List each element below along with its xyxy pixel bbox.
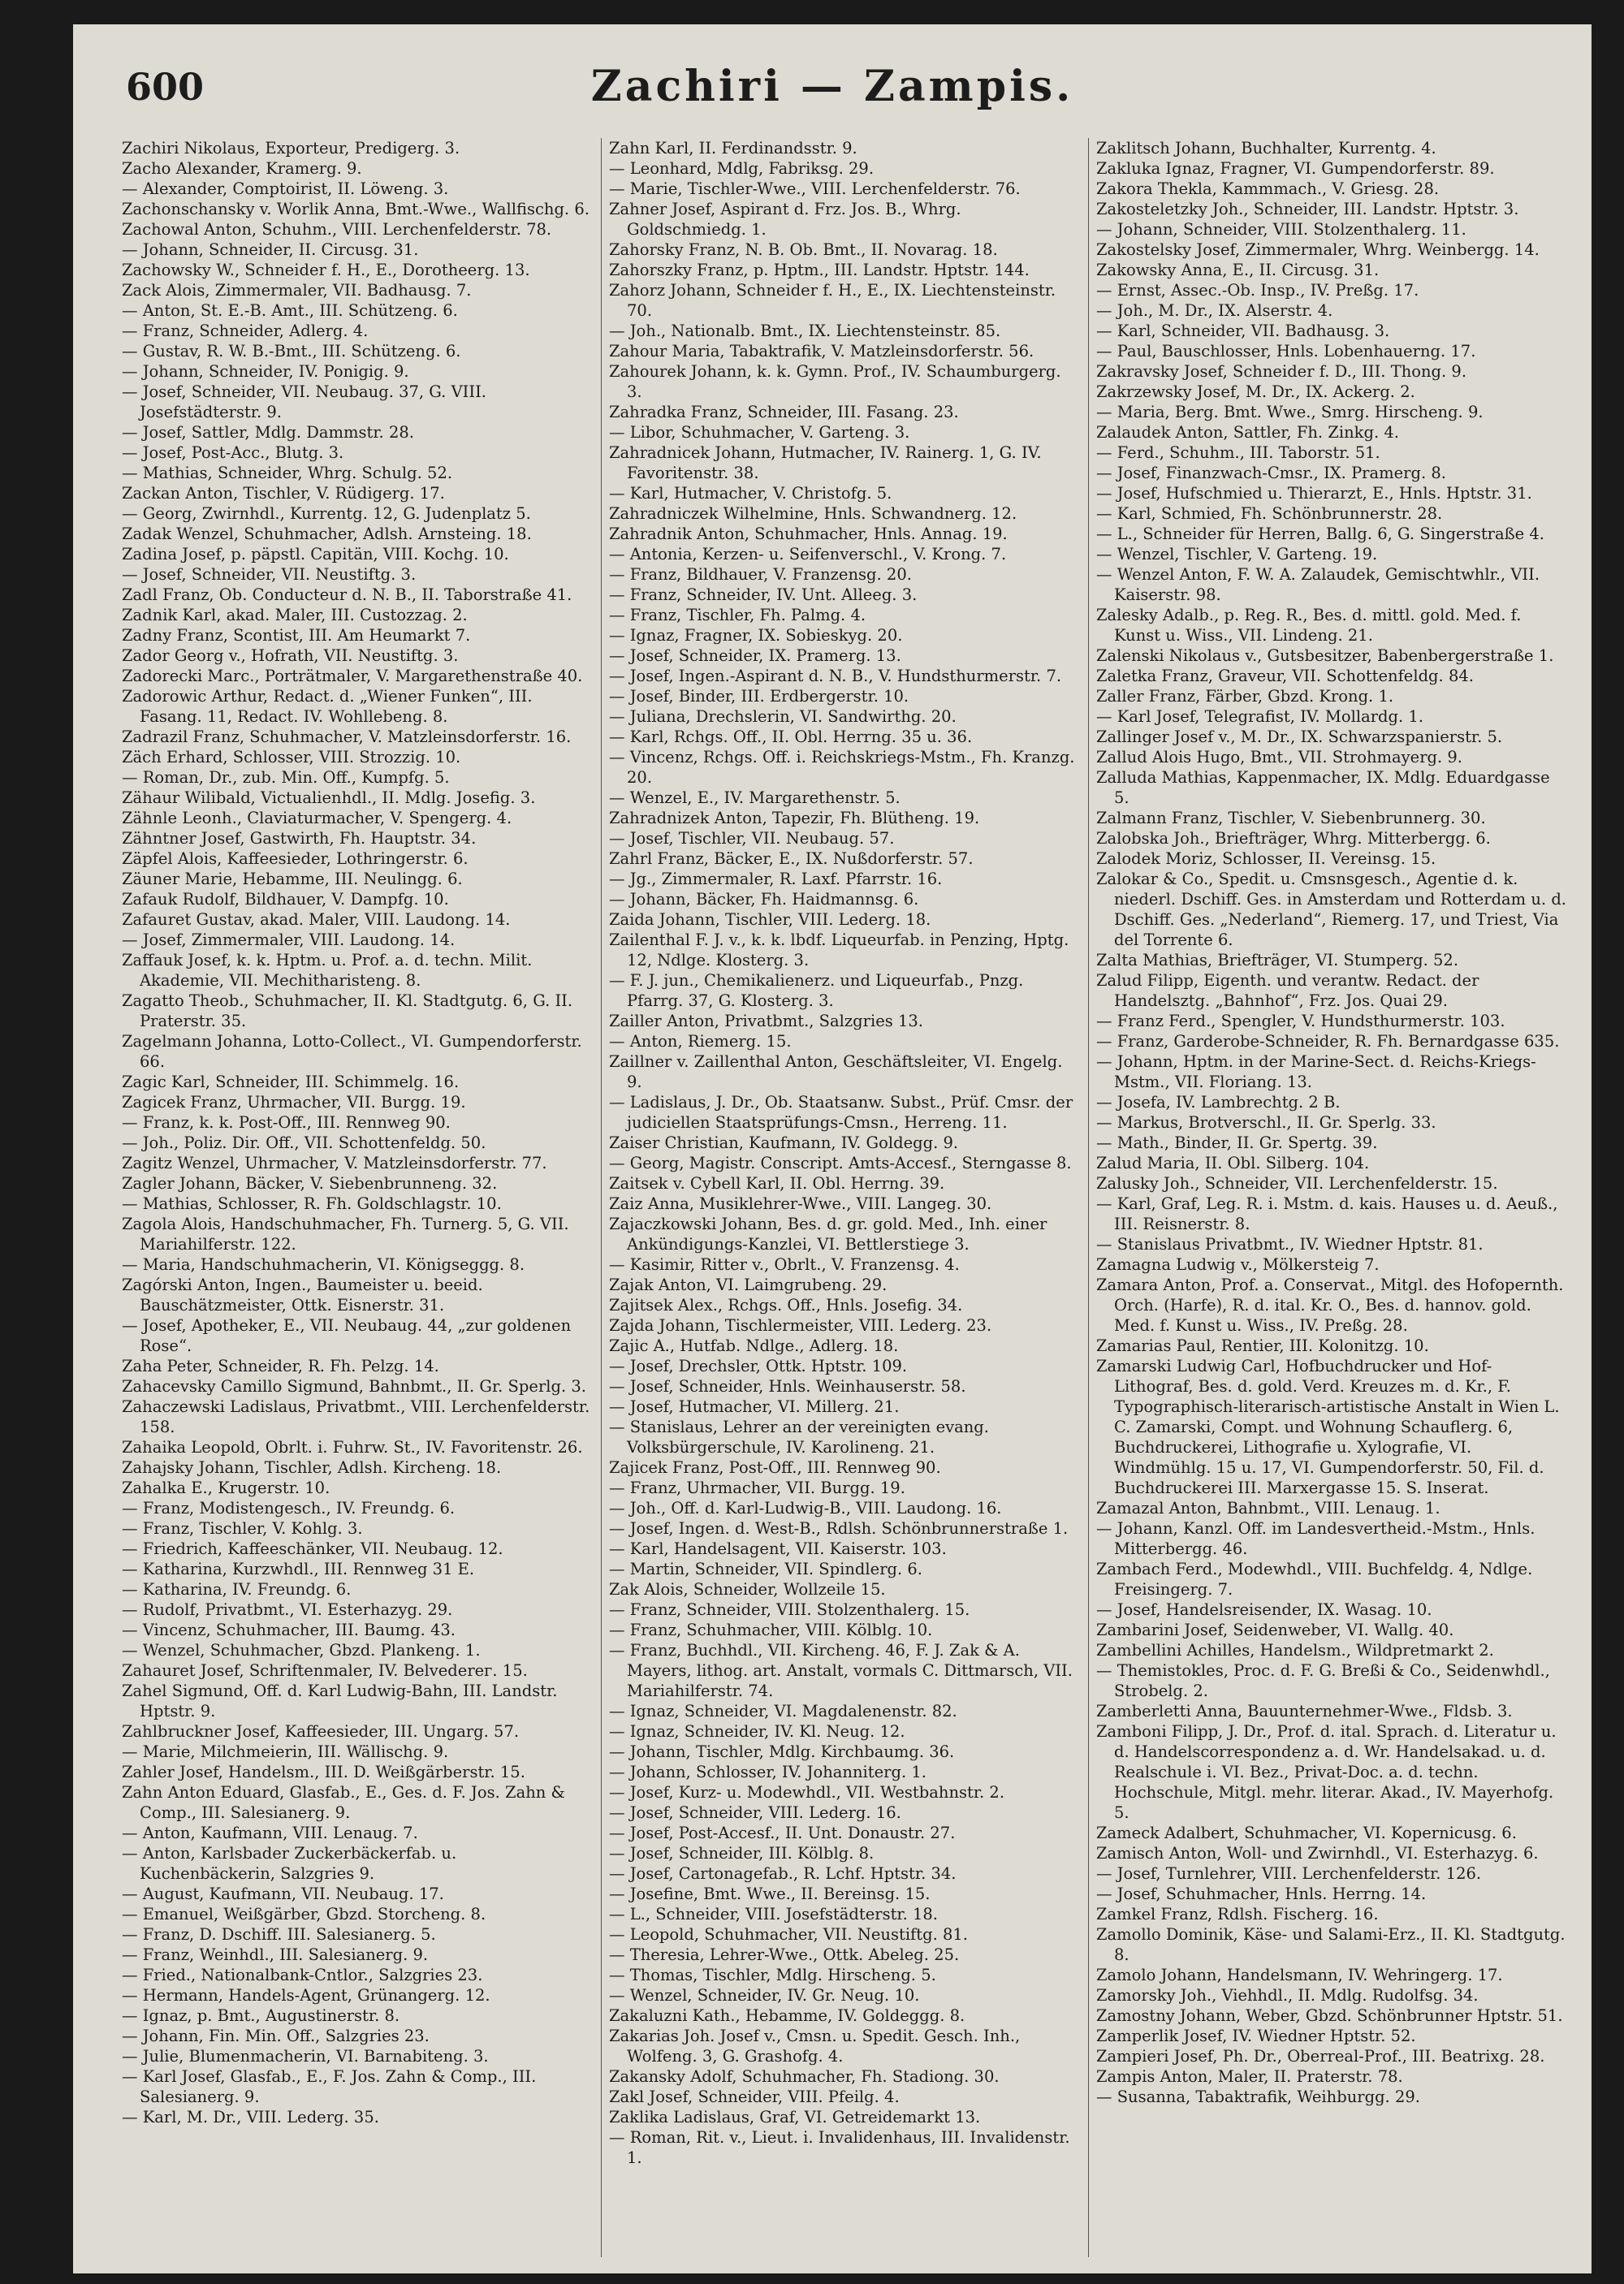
directory-entry: Zadnik Karl, akad. Maler, III. Custozzag. 2. [122, 606, 468, 624]
directory-entry: Zaklitsch Johann, Buchhalter, Kurrentg. 4. [1096, 139, 1436, 158]
directory-entry: Zahaika Leopold, Obrlt. i. Fuhrw. St., IV. Favoritenstr. 26. [122, 1438, 583, 1457]
directory-entry: Zakrzewsky Josef, M. Dr., IX. Ackerg. 2. [1096, 382, 1415, 401]
directory-entry: — Marie, Milchmeierin, III. Wällischg. 9. [122, 1742, 449, 1761]
directory-entry: Zahour Maria, Tabaktrafik, V. Matzleinsdorferstr. 56. [609, 342, 1034, 361]
directory-columns [122, 138, 1567, 2257]
directory-entry: Zahel Sigmund, Off. d. Karl Ludwig-Bahn, III. Landstr. Hptstr. 9. [122, 1682, 558, 1721]
directory-entry: — Josef, Finanzwach-Cmsr., IX. Pramerg. 8. [1096, 464, 1446, 482]
directory-entry: Zalesky Adalb., p. Reg. R., Bes. d. mittl. gold. Med. f. Kunst u. Wiss., VII. Lindeng. 21. [1096, 606, 1522, 645]
directory-entry: Zailler Anton, Privatbmt., Salzgries 13. [609, 1012, 923, 1030]
directory-entry: Zaiser Christian, Kaufmann, IV. Goldegg. 9. [609, 1133, 959, 1152]
directory-entry: — Stanislaus Privatbmt., IV. Wiedner Hptstr. 81. [1096, 1235, 1484, 1254]
directory-entry: Zalaudek Anton, Sattler, Fh. Zinkg. 4. [1096, 423, 1399, 442]
directory-entry: — Franz, Schneider, IV. Unt. Alleeg. 3. [609, 585, 918, 604]
directory-entry: Zagola Alois, Handschuhmacher, Fh. Turnerg. 5, G. VII. Mariahilferstr. 122. [122, 1215, 569, 1254]
directory-entry: — Alexander, Comptoirist, II. Löweng. 3. [122, 179, 449, 198]
directory-entry: Zafauret Gustav, akad. Maler, VIII. Laudong. 14. [122, 910, 511, 929]
directory-entry: Zampieri Josef, Ph. Dr., Oberreal-Prof., III. Beatrixg. 28. [1096, 2047, 1545, 2066]
directory-entry: — L., Schneider, VIII. Josefstädterstr. 18. [609, 1905, 939, 1923]
directory-entry: Zalud Maria, II. Obl. Silberg. 104. [1096, 1154, 1370, 1172]
directory-entry: — Franz, k. k. Post-Off., III. Rennweg 90. [122, 1113, 451, 1132]
directory-entry: — Georg, Magistr. Conscript. Amts-Accesf., Sterngasse 8. [609, 1154, 1072, 1172]
directory-entry: Zakosteletzky Joh., Schneider, III. Landstr. Hptstr. 3. [1096, 200, 1519, 218]
directory-entry: Zagic Karl, Schneider, III. Schimmelg. 16. [122, 1073, 460, 1091]
directory-entry: Zajak Anton, VI. Laimgrubeng. 29. [609, 1276, 888, 1294]
directory-entry: — Franz, Modistengesch., IV. Freundg. 6. [122, 1499, 456, 1518]
directory-entry: Zaiz Anna, Musiklehrer-Wwe., VIII. Langeg. 30. [609, 1194, 992, 1213]
directory-entry: — Johann, Hptm. in der Marine-Sect. d. Reichs-Kriegs-Mstm., VII. Floriang. 13. [1096, 1052, 1536, 1091]
directory-entry: — Josef, Schuhmacher, Hnls. Herrng. 14. [1096, 1885, 1427, 1903]
directory-entry: — Joh., Nationalb. Bmt., IX. Liechtensteinstr. 85. [609, 322, 1001, 340]
directory-entry: Zamberletti Anna, Bauunternehmer-Wwe., Fldsb. 3. [1096, 1702, 1513, 1721]
column-divider [1088, 138, 1089, 2257]
directory-entry: — Maria, Berg. Bmt. Wwe., Smrg. Hirscheng. 9. [1096, 403, 1484, 421]
directory-entry: — Hermann, Handels-Agent, Grünangerg. 12. [122, 1986, 490, 2005]
running-title: Zachiri — Zampis. [590, 62, 1074, 111]
directory-entry: — Josef, Turnlehrer, VIII. Lerchenfelderstr. 126. [1096, 1864, 1482, 1883]
directory-entry: — Anton, St. E.-B. Amt., III. Schützeng. 6. [122, 301, 458, 320]
directory-entry: — Franz, Garderobe-Schneider, R. Fh. Bernardgasse 635. [1096, 1032, 1560, 1051]
directory-entry: Zäuner Marie, Hebamme, III. Neulingg. 6. [122, 870, 463, 888]
directory-entry: Zambach Ferd., Modewhdl., VIII. Buchfeldg. 4, Ndlge. Freisingerg. 7. [1096, 1560, 1533, 1599]
directory-entry: Zaha Peter, Schneider, R. Fh. Pelzg. 14. [122, 1357, 439, 1375]
directory-entry: — Ferd., Schuhm., III. Taborstr. 51. [1096, 443, 1380, 462]
directory-entry: — Josefa, IV. Lambrechtg. 2 B. [1096, 1093, 1341, 1112]
directory-entry: — Roman, Rit. v., Lieut. i. Invalidenhaus, III. Invalidenstr. 1. [609, 2128, 1070, 2167]
directory-entry: Zahradnik Anton, Schuhmacher, Hnls. Annag. 19. [609, 525, 1008, 543]
directory-entry: — Josef, Sattler, Mdlg. Dammstr. 28. [122, 423, 414, 442]
directory-entry: — Franz, Tischler, Fh. Palmg. 4. [609, 606, 866, 624]
directory-entry: — Anton, Riemerg. 15. [609, 1032, 792, 1051]
directory-entry: Zadorecki Marc., Porträtmaler, V. Margarethenstraße 40. [122, 667, 583, 685]
directory-entry: — Karl Josef, Glasfab., E., F. Jos. Zahn & Comp., III. Salesianerg. 9. [122, 2067, 537, 2106]
directory-entry: Zamostny Johann, Weber, Gbzd. Schönbrunner Hptstr. 51. [1096, 2006, 1563, 2025]
directory-entry: Zahlbruckner Josef, Kaffeesieder, III. Ungarg. 57. [122, 1722, 520, 1741]
directory-entry: — Juliana, Drechslerin, VI. Sandwirthg. 20. [609, 707, 957, 726]
column-middle [609, 138, 1080, 2257]
directory-entry: — Josef, Hufschmied u. Thierarzt, E., Hnls. Hptstr. 31. [1096, 484, 1532, 503]
directory-entry: Zambarini Josef, Seidenweber, VI. Wallg. 40. [1096, 1621, 1454, 1639]
directory-entry: Zakl Josef, Schneider, VIII. Pfeilg. 4. [609, 2088, 900, 2106]
directory-entry: — Franz, Schuhmacher, VIII. Kölblg. 10. [609, 1621, 933, 1639]
directory-entry: — Ernst, Assec.-Ob. Insp., IV. Preßg. 17. [1096, 281, 1419, 300]
directory-entry: — L., Schneider für Herren, Ballg. 6, G. Singerstraße 4. [1096, 525, 1544, 543]
directory-entry: — August, Kaufmann, VII. Neubaug. 17. [122, 1885, 444, 1903]
directory-entry: Zahorsky Franz, N. B. Ob. Bmt., II. Novarag. 18. [609, 240, 998, 259]
directory-entry: Zamara Anton, Prof. a. Conservat., Mitgl. des Hofopernth. Orch. (Harfe), R. d. ital. Kr. O., Bes. d. hannov. gold. Med. f. Kunst u. Wiss., IV. Preßg. 28. [1096, 1276, 1564, 1335]
directory-entry: Zähaur Wilibald, Victualienhdl., II. Mdlg. Josefig. 3. [122, 788, 536, 807]
directory-entry: Zahradka Franz, Schneider, III. Fasang. 23. [609, 403, 959, 421]
directory-entry: — Josef, Post-Accesf., II. Unt. Donaustr. 27. [609, 1824, 956, 1842]
directory-entry: — Wenzel Anton, F. W. A. Zalaudek, Gemischtwhlr., VII. Kaiserstr. 98. [1096, 565, 1540, 604]
directory-entry: Zalud Filipp, Eigenth. und verantw. Redact. der Handelsztg. „Bahnhof“, Frz. Jos. Quai 29. [1096, 971, 1479, 1010]
directory-entry: — Josef, Handelsreisender, IX. Wasag. 10. [1096, 1600, 1432, 1619]
directory-entry: Zäch Erhard, Schlosser, VIII. Strozzig. 10. [122, 748, 461, 766]
column-divider [601, 138, 602, 2257]
directory-entry: Zahacevsky Camillo Sigmund, Bahnbmt., II. Gr. Sperlg. 3. [122, 1377, 586, 1396]
directory-entry: Zamboni Filipp, J. Dr., Prof. d. ital. Sprach. d. Literatur u. d. Handelscorrespondenz a. d. Wr. Handelsakad. u. d. Realschule i. VI. Bez., Privat-Doc. a. d. techn. Hochschule, Mitgl. mehr. literar. Akad., IV. Mayerhofg. 5. [1096, 1722, 1557, 1822]
directory-entry: — Katharina, Kurzwhdl., III. Rennweg 31 E. [122, 1560, 475, 1578]
directory-entry: Zadina Josef, p. päpstl. Capitän, VIII. Kochg. 10. [122, 545, 509, 563]
directory-entry: — Karl, Graf, Leg. R. i. Mstm. d. kais. Hauses u. d. Aeuß., III. Reisnerstr. 8. [1096, 1194, 1558, 1233]
directory-entry: Zahner Josef, Aspirant d. Frz. Jos. B., Whrg. Goldschmiedg. 1. [609, 200, 961, 239]
directory-entry: Zadak Wenzel, Schuhmacher, Adlsh. Arnsteing. 18. [122, 525, 532, 543]
directory-entry: Zajaczkowski Johann, Bes. d. gr. gold. Med., Inh. einer Ankündigungs-Kanzlei, VI. Bettlerstiege 3. [609, 1215, 1047, 1254]
directory-entry: Zak Alois, Schneider, Wollzeile 15. [609, 1580, 886, 1599]
directory-entry: — Karl Josef, Telegrafist, IV. Mollardg. 1. [1096, 707, 1424, 726]
directory-entry: — Josef, Tischler, VII. Neubaug. 57. [609, 829, 895, 848]
directory-entry: — Rudolf, Privatbmt., VI. Esterhazyg. 29. [122, 1600, 453, 1619]
directory-entry: — Karl, Handelsagent, VII. Kaiserstr. 103. [609, 1539, 947, 1558]
directory-entry: — Ignaz, Schneider, VI. Magdalenenstr. 82. [609, 1702, 957, 1721]
directory-entry: — Wenzel, E., IV. Margarethenstr. 5. [609, 788, 901, 807]
directory-entry: — Johann, Kanzl. Off. im Landesvertheid.-Mstm., Hnls. Mitterbergg. 46. [1096, 1519, 1535, 1558]
directory-page [73, 24, 1592, 2273]
directory-entry: — Fried., Nationalbank-Cntlor., Salzgries 23. [122, 1966, 483, 1984]
directory-entry: Zagler Johann, Bäcker, V. Siebenbrunneng. 32. [122, 1174, 498, 1193]
directory-entry: — Franz, Uhrmacher, VII. Burgg. 19. [609, 1479, 905, 1497]
directory-entry: Zalluda Mathias, Kappenmacher, IX. Mdlg. Eduardgasse 5. [1096, 768, 1550, 807]
directory-entry: Zahajsky Johann, Tischler, Adlsh. Kircheng. 18. [122, 1458, 502, 1477]
directory-entry: Zahauret Josef, Schriftenmaler, IV. Belvederег. 15. [122, 1661, 528, 1680]
directory-entry: — Josef, Schneider, VIII. Lederg. 16. [609, 1803, 901, 1822]
directory-entry: Zamarias Paul, Rentier, III. Kolonitzg. 10. [1096, 1336, 1429, 1355]
directory-entry: Zadl Franz, Ob. Conducteur d. N. B., II. Taborstraße 41. [122, 585, 572, 604]
directory-entry: Zahler Josef, Handelsm., III. D. Weißgärberstr. 15. [122, 1763, 525, 1781]
directory-entry: — Josef, Schneider, IX. Pramerg. 13. [609, 646, 901, 665]
directory-entry: Zakowsky Anna, E., II. Circusg. 31. [1096, 261, 1380, 279]
directory-entry: — Wenzel, Schneider, IV. Gr. Neug. 10. [609, 1986, 920, 2005]
directory-entry: — Karl, M. Dr., VIII. Lederg. 35. [122, 2108, 379, 2126]
directory-entry: Zampis Anton, Maler, II. Praterstr. 78. [1096, 2067, 1403, 2086]
directory-entry: Zakaluzni Kath., Hebamme, IV. Goldeggg. 8. [609, 2006, 965, 2025]
column-left [122, 138, 593, 2257]
directory-entry: — Josef, Hutmacher, VI. Millerg. 21. [609, 1397, 900, 1416]
directory-entry: — Josef, Schneider, Hnls. Weinhauserstr. 58. [609, 1377, 966, 1396]
directory-entry: — Josefine, Bmt. Wwe., II. Bereinsg. 15. [609, 1885, 931, 1903]
directory-entry: — Johann, Bäcker, Fh. Haidmannsg. 6. [609, 890, 919, 909]
directory-entry: Zamperlik Josef, IV. Wiedner Hptstr. 52. [1096, 2027, 1416, 2045]
directory-entry: — Ignaz, p. Bmt., Augustinerstr. 8. [122, 2006, 400, 2025]
directory-entry: — Josef, Drechsler, Ottk. Hptstr. 109. [609, 1357, 908, 1375]
directory-entry: Zagicek Franz, Uhrmacher, VII. Burgg. 19. [122, 1093, 466, 1112]
directory-entry: Zakansky Adolf, Schuhmacher, Fh. Stadiong. 30. [609, 2067, 1000, 2086]
directory-entry: Zagitz Wenzel, Uhrmacher, V. Matzleinsdorferstr. 77. [122, 1154, 547, 1172]
directory-entry: — Katharina, IV. Freundg. 6. [122, 1580, 352, 1599]
directory-entry: Zahn Anton Eduard, Glasfab., E., Ges. d. F. Jos. Zahn & Comp., III. Salesianerg. 9. [122, 1783, 565, 1822]
directory-entry: Zaffauk Josef, k. k. Hptm. u. Prof. a. d. techn. Milit. Akademie, VII. Mechitharisteng. 8. [122, 951, 533, 990]
directory-entry: Zafauk Rudolf, Bildhauer, V. Dampfg. 10. [122, 890, 449, 909]
directory-entry: Zalokar & Co., Spedit. u. Cmsnsgesch., Agentie d. k. niederl. Dschiff. Ges. in Amsterdam und Rotterdam u. d. Dschiff. Ges. „Nederland“, Riemerg. 17, und Triest, Via del Torrente 6. [1096, 870, 1567, 949]
page-number: 600 [126, 65, 205, 109]
directory-entry: — Josef, Post-Acc., Blutg. 3. [122, 443, 344, 462]
directory-entry: — Georg, Zwirnhdl., Kurrentg. 12, G. Judenplatz 5. [122, 504, 531, 523]
directory-entry: — Franz, Buchhdl., VII. Kircheng. 46, F. J. Zak & A. Mayers, lithog. art. Anstalt, vormals C. Dittmarsch, VII. Mariahilferstr. 74. [609, 1641, 1073, 1700]
directory-entry: Zamollo Dominik, Käse- und Salami-Erz., II. Kl. Stadtgutg. 8. [1096, 1925, 1566, 1964]
directory-entry: — Susanna, Tabaktrafik, Weihburgg. 29. [1096, 2088, 1420, 2106]
directory-entry: — Themistokles, Proc. d. F. G. Breßi & Co., Seidenwhdl., Strobelg. 2. [1096, 1661, 1550, 1700]
directory-entry: — Josef, Zimmermaler, VIII. Laudong. 14. [122, 930, 456, 949]
directory-entry: Zahalka E., Krugerstr. 10. [122, 1479, 330, 1497]
directory-entry: — Maria, Handschuhmacherin, VI. Königseggg. 8. [122, 1255, 525, 1274]
directory-entry: — Franz, Weinhdl., III. Salesianerg. 9. [122, 1945, 429, 1964]
directory-entry: Zallinger Josef v., M. Dr., IX. Schwarzspanierstr. 5. [1096, 728, 1503, 746]
directory-entry: Zahradnicek Johann, Hutmacher, IV. Rainerg. 1, G. IV. Favoritenstr. 38. [609, 443, 1042, 482]
directory-entry: Zaitsek v. Cybell Karl, II. Obl. Herrng. 39. [609, 1174, 945, 1193]
directory-entry: — Kasimir, Ritter v., Obrlt., V. Franzensg. 4. [609, 1255, 960, 1274]
directory-entry: Zahn Karl, II. Ferdinandsstr. 9. [609, 139, 857, 158]
directory-entry: — Thomas, Tischler, Mdlg. Hirscheng. 5. [609, 1966, 936, 1984]
directory-entry: Zaletka Franz, Graveur, VII. Schottenfeldg. 84. [1096, 667, 1474, 685]
directory-entry: — Josef, Cartonagefab., R. Lchf. Hptstr. 34. [609, 1864, 957, 1883]
directory-entry: — Josef, Apotheker, E., VII. Neubaug. 44, „zur goldenen Rose“. [122, 1316, 572, 1355]
directory-entry: Zamarski Ludwig Carl, Hofbuchdrucker und Hof-Lithograf, Bes. d. gold. Verd. Kreuzes m. d. Kr., F. Typographisch-literarisch-artistische Anstalt in Wien L. C. Zamarski, Compt. und Wohnung Schauflerg. 6, Buchdruckerei, Lithografie u. Xylografie, VI. Windmühlg. 15 u. 17, VI. Gumpendorferstr. 50, Fil. d. Buchdruckerei III. Marxergasse 15. S. Inserat. [1096, 1357, 1560, 1497]
directory-entry: Zajicek Franz, Post-Off., III. Rennweg 90. [609, 1458, 941, 1477]
directory-entry: — Vincenz, Rchgs. Off. i. Reichskriegs-Mstm., Fh. Kranzg. 20. [609, 748, 1075, 787]
directory-entry: Zacho Alexander, Kramerg. 9. [122, 159, 362, 178]
directory-entry: Zadrazil Franz, Schuhmacher, V. Matzleinsdorferstr. 16. [122, 728, 572, 746]
directory-entry: Zahrl Franz, Bäcker, E., IX. Nußdorferstr. 57. [609, 849, 974, 868]
directory-entry: — Marie, Tischler-Wwe., VIII. Lerchenfelderstr. 76. [609, 179, 1021, 198]
directory-entry: — Wenzel, Tischler, V. Garteng. 19. [1096, 545, 1378, 563]
directory-entry: Zalobska Joh., Briefträger, Whrg. Mitterbergg. 6. [1096, 829, 1491, 848]
page-header [73, 57, 1592, 130]
directory-entry: — Johann, Schlosser, IV. Johanniterg. 1. [609, 1763, 926, 1781]
directory-entry: — Franz Ferd., Spengler, V. Hundsthurmerstr. 103. [1096, 1012, 1505, 1030]
directory-entry: — Jg., Zimmermaler, R. Laxf. Pfarrstr. 16. [609, 870, 943, 888]
directory-entry: Zahorz Johann, Schneider f. H., E., IX. Liechtensteinstr. 70. [609, 281, 1056, 320]
column-right [1096, 138, 1567, 2257]
directory-entry: Zachowal Anton, Schuhm., VIII. Lerchenfelderstr. 78. [122, 220, 552, 239]
directory-entry: — Anton, Karlsbader Zuckerbäckerfab. u. Kuchenbäckerin, Salzgries 9. [122, 1844, 457, 1883]
directory-entry: Zamazal Anton, Bahnbmt., VIII. Lenaug. 1. [1096, 1499, 1440, 1518]
directory-entry: Zachiri Nikolaus, Exporteur, Predigerg. 3. [122, 139, 460, 158]
directory-entry: — Karl, Hutmacher, V. Christofg. 5. [609, 484, 892, 503]
directory-entry: — Josef, Schneider, VII. Neustiftg. 3. [122, 565, 417, 584]
directory-entry: — Leopold, Schuhmacher, VII. Neustiftg. 81. [609, 1925, 969, 1944]
directory-entry: Zadorowic Arthur, Redact. d. „Wiener Funken“, III. Fasang. 11, Redact. IV. Wohllebeng. 8. [122, 687, 533, 726]
directory-entry: — Franz, Schneider, Adlerg. 4. [122, 322, 369, 340]
directory-entry: Zagelmann Johanna, Lotto-Collect., VI. Gumpendorferstr. 66. [122, 1032, 582, 1071]
directory-entry: — Martin, Schneider, VII. Spindlerg. 6. [609, 1560, 923, 1578]
directory-entry: — Math., Binder, II. Gr. Spertg. 39. [1096, 1133, 1378, 1152]
directory-entry: Zalenski Nikolaus v., Gutsbesitzer, Babenbergerstraße 1. [1096, 646, 1554, 665]
directory-entry: Zahorszky Franz, p. Hptm., III. Landstr. Hptstr. 144. [609, 261, 1030, 279]
directory-entry: Zack Alois, Zimmermaler, VII. Badhausg. 7. [122, 281, 472, 300]
directory-entry: Zaida Johann, Tischler, VIII. Lederg. 18. [609, 910, 931, 929]
directory-entry: Zahradnizek Anton, Tapezir, Fh. Blütheng. 19. [609, 809, 980, 827]
directory-entry: Zalmann Franz, Tischler, V. Siebenbrunnerg. 30. [1096, 809, 1486, 827]
directory-entry: — Mathias, Schlosser, R. Fh. Goldschlagstr. 10. [122, 1194, 502, 1213]
directory-entry: Zagórski Anton, Ingen., Baumeister u. beeid. Bauschätzmeister, Ottk. Eisnerstr. 31. [122, 1276, 483, 1315]
directory-entry: — Johann, Schneider, IV. Ponigig. 9. [122, 362, 409, 381]
directory-entry: Zalta Mathias, Briefträger, VI. Stumperg. 52. [1096, 951, 1459, 969]
directory-entry: — Roman, Dr., zub. Min. Off., Kumpfg. 5. [122, 768, 450, 787]
directory-entry: — Franz, D. Dschiff. III. Salesianerg. 5. [122, 1925, 436, 1944]
directory-entry: — Karl, Schneider, VII. Badhausg. 3. [1096, 322, 1390, 340]
directory-entry: — Johann, Fin. Min. Off., Salzgries 23. [122, 2027, 430, 2045]
directory-entry: — Ladislaus, J. Dr., Ob. Staatsanw. Subst., Prüf. Cmsr. der judiciellen Staatsprüfungs-Cmsn., Herreng. 11. [609, 1093, 1073, 1132]
directory-entry: — Friedrich, Kaffeeschänker, VII. Neubaug. 12. [122, 1539, 503, 1558]
directory-entry: Zajda Johann, Tischlermeister, VIII. Lederg. 23. [609, 1316, 992, 1335]
directory-entry: Zalodek Moriz, Schlosser, II. Vereinsg. 15. [1096, 849, 1436, 868]
directory-entry: Zakarias Joh. Josef v., Cmsn. u. Spedit. Gesch. Inh., Wolfeng. 3, G. Grashofg. 4. [609, 2027, 1021, 2066]
directory-entry: — Theresia, Lehrer-Wwe., Ottk. Abeleg. 25. [609, 1945, 960, 1964]
directory-entry: Zador Georg v., Hofrath, VII. Neustiftg. 3. [122, 646, 459, 665]
directory-entry: Zachonschansky v. Worlik Anna, Bmt.-Wwe., Wallfischg. 6. [122, 200, 590, 218]
directory-entry: Zahradniczek Wilhelmine, Hnls. Schwandnerg. 12. [609, 504, 1017, 523]
directory-entry: — Stanislaus, Lehrer an der vereinigten evang. Volksbürgerschule, IV. Karolineng. 21. [609, 1418, 989, 1457]
directory-entry: Zajitsek Alex., Rchgs. Off., Hnls. Josefig. 34. [609, 1296, 963, 1315]
directory-entry: — Anton, Kaufmann, VIII. Lenaug. 7. [122, 1824, 418, 1842]
directory-entry: — Josef, Ingen. d. West-B., Rdlsh. Schönbrunnerstraße 1. [609, 1519, 1069, 1538]
directory-entry: — Franz, Schneider, VIII. Stolzenthalerg. 15. [609, 1600, 970, 1619]
directory-entry: — Ignaz, Fragner, IX. Sobieskyg. 20. [609, 626, 903, 645]
directory-entry: — Josef, Ingen.-Aspirant d. N. B., V. Hundsthurmerstr. 7. [609, 667, 1062, 685]
directory-entry: Zalusky Joh., Schneider, VII. Lerchenfelderstr. 15. [1096, 1174, 1498, 1193]
directory-entry: Zameck Adalbert, Schuhmacher, VI. Kopernicusg. 6. [1096, 1824, 1517, 1842]
directory-entry: — F. J. jun., Chemikalienerz. und Liqueurfab., Pnzg. Pfarrg. 37, G. Klosterg. 3. [609, 971, 1024, 1010]
directory-entry: Zaillner v. Zaillenthal Anton, Geschäftsleiter, VI. Engelg. 9. [609, 1052, 1063, 1091]
directory-entry: Zamisch Anton, Woll- und Zwirnhdl., VI. Esterhazyg. 6. [1096, 1844, 1539, 1863]
directory-entry: — Josef, Kurz- u. Modewhdl., VII. Westbahnstr. 2. [609, 1783, 1005, 1802]
directory-entry: — Antonia, Kerzen- u. Seifenverschl., V. Krong. 7. [609, 545, 1007, 563]
directory-entry: Zakostelsky Josef, Zimmermaler, Whrg. Weinbergg. 14. [1096, 240, 1540, 259]
directory-entry: — Josef, Binder, III. Erdbergerstr. 10. [609, 687, 909, 706]
directory-entry: Zagatto Theob., Schuhmacher, II. Kl. Stadtgutg. 6, G. II. Praterstr. 35. [122, 991, 573, 1030]
directory-entry: Zakluka Ignaz, Fragner, VI. Gumpendorferstr. 89. [1096, 159, 1495, 178]
directory-entry: — Libor, Schuhmacher, V. Garteng. 3. [609, 423, 910, 442]
directory-entry: Zamorsky Joh., Viehhdl., II. Mdlg. Rudolfsg. 34. [1096, 1986, 1479, 2005]
directory-entry: — Johann, Schneider, II. Circusg. 31. [122, 240, 419, 259]
directory-entry: — Vincenz, Schuhmacher, III. Baumg. 43. [122, 1621, 456, 1639]
directory-entry: — Karl, Schmied, Fh. Schönbrunnerstr. 28. [1096, 504, 1443, 523]
directory-entry: Zailenthal F. J. v., k. k. lbdf. Liqueurfab. in Penzing, Hptg. 12, Ndlge. Klosterg. 3. [609, 930, 1069, 969]
directory-entry: — Ignaz, Schneider, IV. Kl. Neug. 12. [609, 1722, 905, 1741]
directory-entry: Zaller Franz, Färber, Gbzd. Krong. 1. [1096, 687, 1394, 706]
directory-entry: — Joh., Off. d. Karl-Ludwig-B., VIII. Laudong. 16. [609, 1499, 1002, 1518]
directory-entry: Zaklika Ladislaus, Graf, VI. Getreidemarkt 13. [609, 2108, 981, 2126]
directory-entry: — Paul, Bauschlosser, Hnls. Lobenhauerng. 17. [1096, 342, 1476, 361]
directory-entry: — Franz, Tischler, V. Kohlg. 3. [122, 1519, 363, 1538]
directory-entry: — Joh., M. Dr., IX. Alserstr. 4. [1096, 301, 1333, 320]
directory-entry: Zahourek Johann, k. k. Gymn. Prof., IV. Schaumburgerg. 3. [609, 362, 1061, 401]
directory-entry: Zackan Anton, Tischler, V. Rüdigerg. 17. [122, 484, 445, 503]
directory-entry: — Johann, Schneider, VIII. Stolzenthalerg. 11. [1096, 220, 1466, 239]
directory-entry: — Karl, Rchgs. Off., II. Obl. Herrng. 35 u. 36. [609, 728, 973, 746]
directory-entry: — Joh., Poliz. Dir. Off., VII. Schottenfeldg. 50. [122, 1133, 486, 1152]
directory-entry: Zamagna Ludwig v., Mölkersteig 7. [1096, 1255, 1380, 1274]
directory-entry: — Johann, Tischler, Mdlg. Kirchbaumg. 36. [609, 1742, 955, 1761]
directory-entry: — Josef, Schneider, VII. Neubaug. 37, G. VIII. Josefstädterstr. 9. [122, 382, 486, 421]
directory-entry: — Josef, Schneider, III. Kölblg. 8. [609, 1844, 875, 1863]
directory-entry: — Emanuel, Weißgärber, Gbzd. Storcheng. 8. [122, 1905, 486, 1923]
directory-entry: Zahaczewski Ladislaus, Privatbmt., VIII. Lerchenfelderstr. 158. [122, 1397, 590, 1436]
directory-entry: Zähnle Leonh., Claviaturmacher, V. Spengerg. 4. [122, 809, 512, 827]
directory-entry: Zakravsky Josef, Schneider f. D., III. Thong. 9. [1096, 362, 1467, 381]
directory-entry: Zambellini Achilles, Handelsm., Wildpretmarkt 2. [1096, 1641, 1494, 1660]
directory-entry: Zallud Alois Hugo, Bmt., VII. Strohmayerg. 9. [1096, 748, 1463, 766]
directory-entry: Zajic A., Hutfab. Ndlge., Adlerg. 18. [609, 1336, 899, 1355]
directory-entry: Zakora Thekla, Kammmach., V. Griesg. 28. [1096, 179, 1440, 198]
directory-entry: Zamolo Johann, Handelsmann, IV. Wehringerg. 17. [1096, 1966, 1503, 1984]
directory-entry: — Mathias, Schneider, Whrg. Schulg. 52. [122, 464, 453, 482]
directory-entry: — Leonhard, Mdlg, Fabriksg. 29. [609, 159, 875, 178]
directory-entry: Zähntner Josef, Gastwirth, Fh. Hauptstr. 34. [122, 829, 477, 848]
directory-entry: — Franz, Bildhauer, V. Franzensg. 20. [609, 565, 912, 584]
directory-entry: Zadny Franz, Scontist, III. Am Heumarkt 7. [122, 626, 471, 645]
directory-entry: Zachowsky W., Schneider f. H., E., Dorotheerg. 13. [122, 261, 530, 279]
directory-entry: Zamkel Franz, Rdlsh. Fischerg. 16. [1096, 1905, 1379, 1923]
directory-entry: — Markus, Brotverschl., II. Gr. Sperlg. 33. [1096, 1113, 1436, 1132]
directory-entry: — Julie, Blumenmacherin, VI. Barnabiteng. 3. [122, 2047, 489, 2066]
directory-entry: — Gustav, R. W. B.-Bmt., III. Schützeng. 6. [122, 342, 461, 361]
directory-entry: — Wenzel, Schuhmacher, Gbzd. Plankeng. 1. [122, 1641, 481, 1660]
directory-entry: Zäpfel Alois, Kaffeesieder, Lothringerstr. 6. [122, 849, 469, 868]
